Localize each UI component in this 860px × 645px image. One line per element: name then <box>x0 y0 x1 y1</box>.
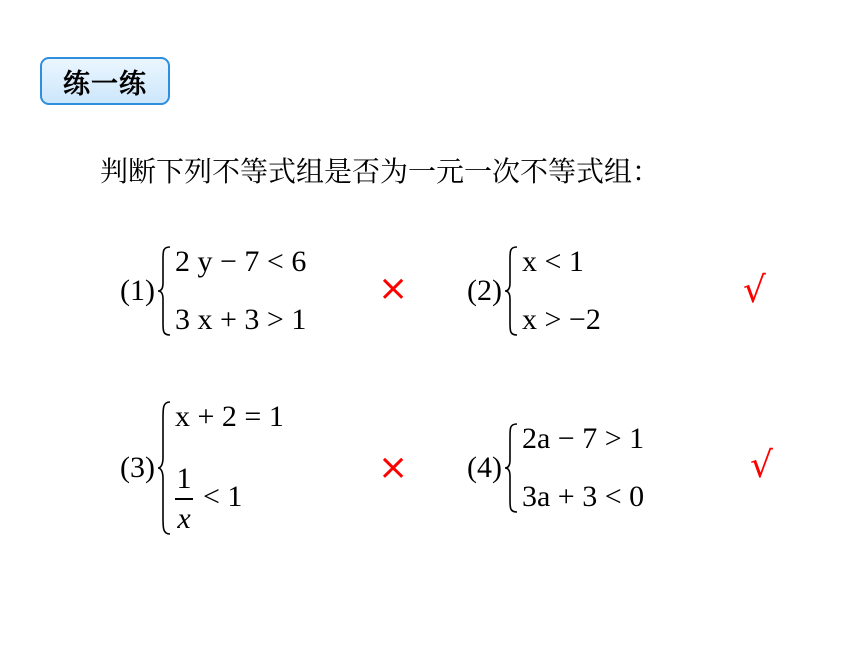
cross-mark: × <box>378 268 409 309</box>
badge-label: 练一练 <box>63 68 147 100</box>
fraction <box>175 462 193 536</box>
left-brace <box>504 245 518 337</box>
cross-mark: × <box>378 447 409 488</box>
equation-line: x + 2 = 1 <box>174 400 284 433</box>
problem-1 <box>120 245 306 337</box>
problem-number: (3) <box>120 451 155 484</box>
left-brace <box>157 245 171 337</box>
fraction-denominator: x <box>177 502 191 535</box>
problem-3 <box>120 400 284 536</box>
inequality-line: x > −2 <box>521 303 601 336</box>
check-mark: √ <box>750 445 773 486</box>
problem-2 <box>467 245 601 337</box>
inequality-rest: < 1 <box>202 479 243 513</box>
instruction-text: 判断下列不等式组是否为一元一次不等式组： <box>100 155 661 188</box>
inequality-line: 3 x + 3 > 1 <box>174 303 307 336</box>
problem-4 <box>467 422 644 514</box>
problem-number: (2) <box>467 274 502 307</box>
check-mark: √ <box>743 270 766 311</box>
left-brace <box>157 400 171 536</box>
problem-number: (1) <box>120 274 155 307</box>
inequality-line: 2a − 7 > 1 <box>521 422 645 455</box>
inequality-line: 2 y − 7 < 6 <box>174 245 307 278</box>
left-brace <box>504 422 518 514</box>
inequality-line: x < 1 <box>521 245 584 278</box>
fraction-inequality <box>175 462 284 536</box>
problem-number: (4) <box>467 451 502 484</box>
fraction-bar <box>175 498 193 500</box>
fraction-numerator: 1 <box>176 462 192 495</box>
inequality-line: 3a + 3 < 0 <box>521 480 645 513</box>
section-badge <box>40 57 170 105</box>
